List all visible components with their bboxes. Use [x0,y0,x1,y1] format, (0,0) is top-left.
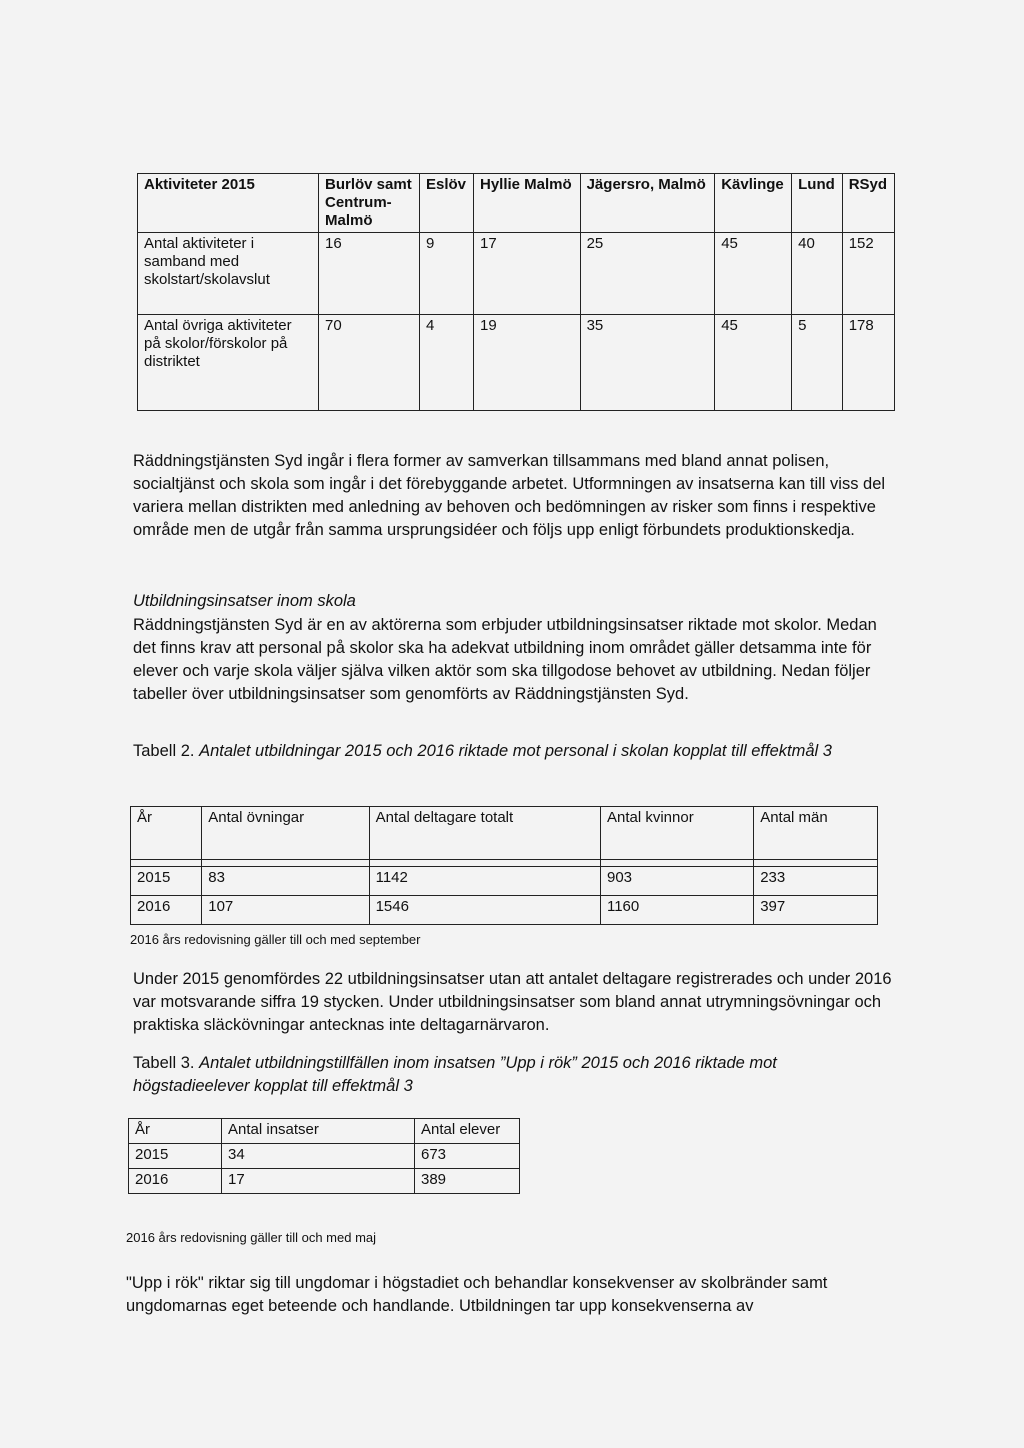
table-header-cell: Antal kvinnor [600,807,753,860]
table-header-row [129,1119,520,1144]
table-cell: 152 [842,233,894,315]
table-cell: 233 [754,867,878,896]
table-header-cell: Antal elever [415,1119,520,1144]
body-paragraph: Räddningstjänsten Syd ingår i flera former av samverkan tillsammans med bland annat polisen, socialtjänst och skola som ingår i det förebyggande arbetet. Utformningen av insatserna kan till viss del variera mellan distrikten med anledning av behoven och bedömningen av risker som finns i respektive område men de utgår från samma ursprungsidéer och följs upp enligt förbundets produktionskedja. [133,452,886,539]
table-cell: 2015 [129,1144,222,1169]
table-cell: 17 [222,1169,415,1194]
table-row [129,1144,520,1169]
body-paragraph: "Upp i rök" riktar sig till ungdomar i högstadiet och behandlar konsekvenser av skolbränder samt ungdomarnas eget beteende och handlande. Utbildningen tar upp konsekvenserna av [126,1274,828,1315]
table-header-row [131,807,878,860]
training-staff-table [130,806,878,925]
caption-text: Antalet utbildningar 2015 och 2016 riktade mot personal i skolan kopplat till effektmål 3 [199,742,832,760]
table-row [131,896,878,925]
table-cell: 178 [842,315,894,411]
table-header-cell: Burlöv samt Centrum-Malmö [319,174,420,233]
table-header-row [138,174,895,233]
table-spacer-row [131,860,878,867]
table-cell: 9 [420,233,474,315]
table-header-cell: Aktiviteter 2015 [138,174,319,233]
table-header-cell: Lund [792,174,843,233]
table-header-cell: Antal övningar [202,807,369,860]
table-cell: 25 [580,233,715,315]
table-caption [133,1052,893,1098]
table-row [129,1169,520,1194]
table-header-cell: Antal insatser [222,1119,415,1144]
table-cell: 5 [792,315,843,411]
table-header-cell: RSyd [842,174,894,233]
upp-i-rok-table [128,1118,520,1194]
table-row [131,867,878,896]
table-header-cell: Jägersro, Malmö [580,174,715,233]
table-note: 2016 års redovisning gäller till och med september [130,932,421,947]
table-cell: 19 [473,315,580,411]
table-header-cell: Hyllie Malmö [473,174,580,233]
table-caption [133,740,893,763]
table-cell: 903 [600,867,753,896]
table-cell: 34 [222,1144,415,1169]
caption-prefix: Tabell 3. [133,1054,195,1072]
table-cell: 673 [415,1144,520,1169]
table-cell: 17 [473,233,580,315]
table-cell: 389 [415,1169,520,1194]
row-label: Antal aktiviteter i samband med skolstart/skolavslut [138,233,319,315]
body-paragraph: Räddningstjänsten Syd är en av aktörerna som erbjuder utbildningsinsatser riktade mot skolor. Medan det finns krav att personal på skolor ska ha adekvat utbildning inom området gäller detsamma inte för elever och varje skola väljer själva vilken aktör som ska tillgodose behovet av utbildning. Nedan följer tabeller över utbildningsinsatser som genomförts av Räddningstjänsten Syd. [133,616,877,703]
table-header-cell: Antal deltagare totalt [369,807,600,860]
table-cell: 2016 [129,1169,222,1194]
activities-2015-table [137,173,895,411]
table-cell: 16 [319,233,420,315]
table-header-cell: Eslöv [420,174,474,233]
table-header-cell: Antal män [754,807,878,860]
table-row [138,315,895,411]
table-header-cell: Kävlinge [715,174,792,233]
caption-prefix: Tabell 2. [133,742,195,760]
table-header-cell: År [129,1119,222,1144]
table-cell: 1160 [600,896,753,925]
table-header-cell: År [131,807,202,860]
table-note: 2016 års redovisning gäller till och med maj [126,1230,377,1245]
table-cell: 45 [715,233,792,315]
table-cell: 1142 [369,867,600,896]
caption-text: Antalet utbildningstillfällen inom insatsen ”Upp i rök” 2015 och 2016 riktade mot högstadieelever kopplat till effektmål 3 [133,1054,777,1095]
table-cell: 2016 [131,896,202,925]
table-cell: 40 [792,233,843,315]
table-cell: 4 [420,315,474,411]
table-cell: 45 [715,315,792,411]
table-row [138,233,895,315]
table-cell: 83 [202,867,369,896]
row-label: Antal övriga aktiviteter på skolor/förskolor på distriktet [138,315,319,411]
section-heading: Utbildningsinsatser inom skola [133,592,356,610]
table-cell: 107 [202,896,369,925]
body-paragraph: Under 2015 genomfördes 22 utbildningsinsatser utan att antalet deltagare registrerades och under 2016 var motsvarande siffra 19 stycken. Under utbildningsinsatser som bland annat utrymningsövningar och praktiska släckövningar antecknas inte deltagarnärvaron. [133,970,892,1034]
table-cell: 35 [580,315,715,411]
table-cell: 70 [319,315,420,411]
table-cell: 2015 [131,867,202,896]
table-cell: 397 [754,896,878,925]
table-cell: 1546 [369,896,600,925]
